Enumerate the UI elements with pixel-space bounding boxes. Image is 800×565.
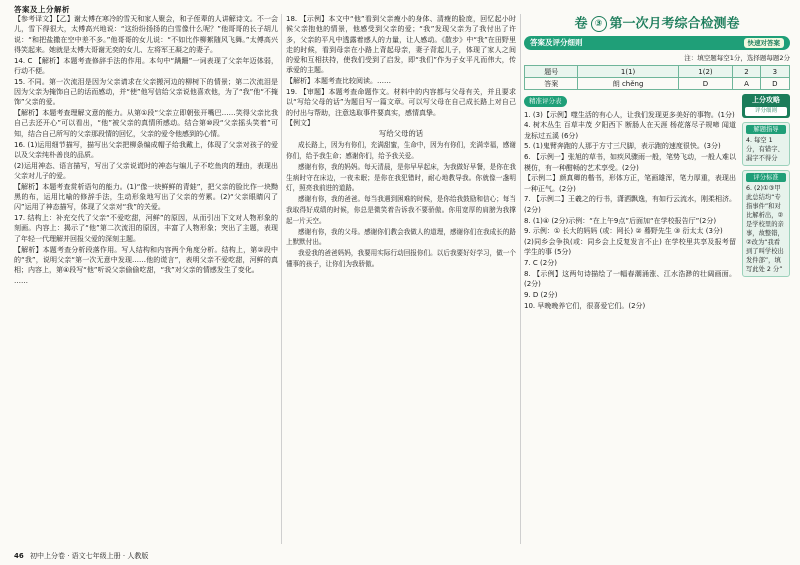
answer-item: 7. 【示例二】王羲之的行书，潇洒飘逸，有如行云流水，刚柔相济。(2分): [524, 195, 736, 214]
side-tip-head: 解题指导: [746, 125, 786, 134]
essay-paragraph: 感谢有你，我的爸爸。每当我遇到困难的时候，是你给我鼓励和信心；每当我取得好成绩的时候，你总是微笑着告诉我不要骄傲。你用宽厚的肩膀为我撑起一片天空。: [286, 195, 516, 225]
side-tip-text: 6. (2)①③甲此总结均“专指事件”和对比解析出，②是学校里的亲事，故整错，②改为“我看到了叫学校出发件部”，填写此处 2 分”: [746, 185, 784, 274]
essay-paragraph: 感谢有你，我的妈妈。每天清晨，是你早早起床，为我做好早餐，是你在我生病时守在床边，一夜未眠；是你在我犯错时，耐心地教导我。你就像一盏明灯，照亮我前进的道路。: [286, 163, 516, 193]
answer-item: 9. D (2分): [524, 291, 558, 300]
unit-number: ③: [591, 16, 607, 32]
book-title: 初中上分卷 · 语文七年级上册 · 人教版: [29, 552, 149, 560]
answer-paragraph: 14. C 【解析】本题考查修辞手法的作用。本句中“蹒跚”一词表现了父亲年迈体弱，行动不便。: [14, 56, 278, 75]
table-header-cell: 题号: [525, 66, 578, 78]
answer-bar-tag: 快速对答案: [744, 38, 785, 48]
right-column: [524, 14, 790, 544]
column-divider: [520, 14, 521, 544]
answer-item: 10. 早晚晚养它们，很喜爱它们。(2分): [524, 301, 646, 310]
answer-item: 5. (1)鬼臂奔跑的人那于方寸三尺脚，表示跑的速度很快。(3分): [524, 142, 721, 151]
answer-paragraph: 【解析】本题考查赏析语句的能力。(1)“像一块鲜鲜的青蛙”，把父亲的脸比作一块黝黑的布，运用比喻的修辞手法，生动形象地写出了父亲的劳累。(2)“父亲眼睛闪了闪”运用了神态描写，体现了父亲对“我”的关爱。: [14, 182, 278, 212]
answer-paragraph: 【解析】本题考查理解文意的能力。从第①段“父亲立即朝张开嘴巴……笑得父亲比我自己去还开心”可以看出，“他”被父亲的真情所感动。结合第⑩段“父亲摇头笑着”可知，结合自己所写的父亲那段情的回忆，父亲的爱令他感到的心情。: [14, 109, 278, 138]
page-footer: [14, 551, 148, 561]
answer-item: 8. 【示例】这两句诗描绘了一幅春潮涌涨、江水浩渺的壮阔画面。(2分): [524, 270, 736, 289]
answer-item: 4. 树木丛生 百草丰茂 夕阳西下 断肠人在天涯 杨花落尽子规啼 闻道龙标过五溪 (6分): [524, 121, 736, 140]
side-logo-name: 上分攻略: [752, 96, 780, 105]
detail-pill: 精准评分表: [524, 96, 567, 106]
table-header-cell: 1(2): [678, 66, 732, 78]
answer-item: 9. 示例：① 长大的妈妈 (或：网长) ② 蓦野先生 ③ 衍太太 (3分): [524, 227, 723, 236]
answer-bar-title: 答案及评分细则: [530, 37, 583, 47]
example-essay: [286, 129, 516, 269]
answer-item: 7. C (2分): [524, 259, 557, 268]
side-tip-head: 评分标准: [746, 173, 786, 182]
answer-paragraph: 17. 结构上：补充交代了父亲“不爱吃甜，河鲜”的原因，从而引出下文对人物形象的刻画。内容上：揭示了“他”第二次流泪的原因，丰富了人物形象；突出了主题，表现了年轻一代理解并回报父爱的深刻主题。: [14, 214, 278, 243]
answer-paragraph: 【解析】本题考查比较阅读。……: [286, 77, 391, 86]
essay-paragraph: 感谢有你，我的父母。感谢你们教会我做人的道理，感谢你们在我成长的路上默默付出。: [286, 227, 516, 247]
detailed-answers: [524, 94, 736, 311]
side-logo: [742, 94, 790, 118]
answer-note: 注：填空题每空1分，选择题每题2分: [684, 54, 790, 62]
table-value-cell: 朗 chěng: [578, 78, 678, 90]
answer-item: 1. (3)【示例】噬生活的有心人，让我们发现更多美好的事物。(1分): [524, 110, 735, 119]
answer-item: 6. 【示例一】张旭的草书，如疾风骤雨一般，笔势飞动，一般人难以模仿，有一种酣畅的艺术享受。(2分): [524, 153, 736, 172]
essay-paragraph: 我爱我的爸爸妈妈，我要用实际行动回报你们。以后我要好好学习，做一个懂事的孩子，让你们为我骄傲。: [286, 249, 516, 268]
table-header-cell: 3: [760, 66, 789, 78]
answer-paragraph: 【例文】: [286, 119, 314, 128]
answer-paragraph: 18. 【示例】本文中“他”看到父亲瘦小的身体、清瘦的脸庞，回忆起小时候父亲抱他的情景，他感受到父亲的爱；“我”发现父亲为了我付出了许多，父亲的平凡中透露着感人的力量，让人感动。《散步》中“我”在田野里走的时候，看到母亲在小路上背起母亲，妻子背起儿子，体现了家人之间的爱和互相扶持，使我们受到了启发，即“我们”作为子女平凡而伟大，传承爱的主题。: [286, 15, 516, 75]
side-tip-text: 4. 每空 1 分，有错字、漏字不得分: [746, 137, 784, 163]
answer-table: [524, 65, 790, 90]
answer-paragraph: (2)运用神态、语言描写，写出了父亲说谎时的神态与编儿子不吃鱼肉的理由，表现出父亲对儿子的爱。: [14, 161, 278, 180]
side-tip-box: [742, 122, 790, 166]
unit-title: [524, 16, 790, 32]
side-panel: [742, 94, 790, 281]
side-tip-box: [742, 170, 790, 277]
table-value-cell: D: [760, 78, 789, 90]
answer-paragraph: 15. 不同。第一次流泪是因为父亲请求在父亲搬河边的柳树下的情景；第二次流泪是因为父亲为掩饰自己的话而感动，并“使”他写信给父亲说他喜欢他，为了“我”他“不掩饰”父亲的爱。: [14, 77, 278, 107]
essay-paragraph: 成长路上，因为有你们，充满甜蜜，生命中，因为有你们，充满幸福，感谢你们，给予我生命；感谢你们，给予我关爱。: [286, 141, 516, 160]
table-value-cell: D: [678, 78, 732, 90]
answer-item: 8. (1)④ (2分)示例：“在上午9点”后面加“在学校报告厅”(2分): [524, 216, 717, 225]
page-number: 46: [14, 552, 24, 560]
table-value-cell: 答案: [525, 78, 578, 90]
answer-paragraph: 【解析】本题考查分析段落作用。写人结构和内容两个角度分析。结构上，第②段中的“我”，说明父亲“第一次无意中发现……他的谎言”，表明父亲不爱吃甜，河鲜的真相；内容上，第④段写“他”听说父亲偷偷吃甜，“我”对父亲的情感发生了变化。: [14, 245, 278, 275]
side-logo-sub: 评分细则: [745, 107, 787, 116]
left-column: [14, 14, 278, 544]
column-divider: [281, 14, 282, 544]
answer-item: (2)同乡会争执(或：同乡会上反复发言不止) 在学校里共享及报考留学生的事 (5分): [524, 238, 736, 257]
table-header-cell: 2: [733, 66, 761, 78]
page-header: 答案及上分解析: [14, 5, 70, 14]
table-value-cell: A: [733, 78, 761, 90]
essay-title: 写给父母的话: [378, 129, 424, 139]
table-header-cell: 1(1): [578, 66, 678, 78]
answer-paragraph: 【参考译文】【乙】谢太傅在寒冷的雪天和家人聚会，和子侄辈的人讲解诗文。不一会儿，雪下得很大，太傅高兴地说：“这纷纷扬扬的白雪像什么呢？”他哥哥的长子胡儿说：“和把盐撒在空中差不多。”他哥哥的女儿说：“不如比作柳絮随风飞舞。”太傅高兴得笑起来。她就是太傅大哥谢无奕的女儿、左将军王凝之的妻子。: [14, 15, 278, 54]
answer-paragraph: ……: [14, 276, 28, 285]
answer-paragraph: 19. 【审题】本题考查命题作文。材料中的内容都与父母有关，并且要求以“写给父母的话”为题目写一篇文章。可以写父母在自己成长路上对自己的付出与帮助，注意选取事件要真实，感情真挚。: [286, 88, 516, 117]
unit-label: 卷: [574, 16, 588, 32]
middle-column: [286, 14, 516, 544]
answer-bar: [524, 36, 790, 50]
answer-item: 【示例二】颜真卿的楷书，形体方正，笔画雄浑，笔力厚重，表现出一种正气。(2分): [524, 174, 736, 193]
answer-paragraph: 16. (1)运用细节描写，描写出父亲把柳条编成帽子给我戴上，体现了父亲对孩子的爱以及父亲纯朴善良的品质。: [14, 140, 278, 159]
unit-heading: 第一次月考综合检测卷: [609, 16, 740, 32]
